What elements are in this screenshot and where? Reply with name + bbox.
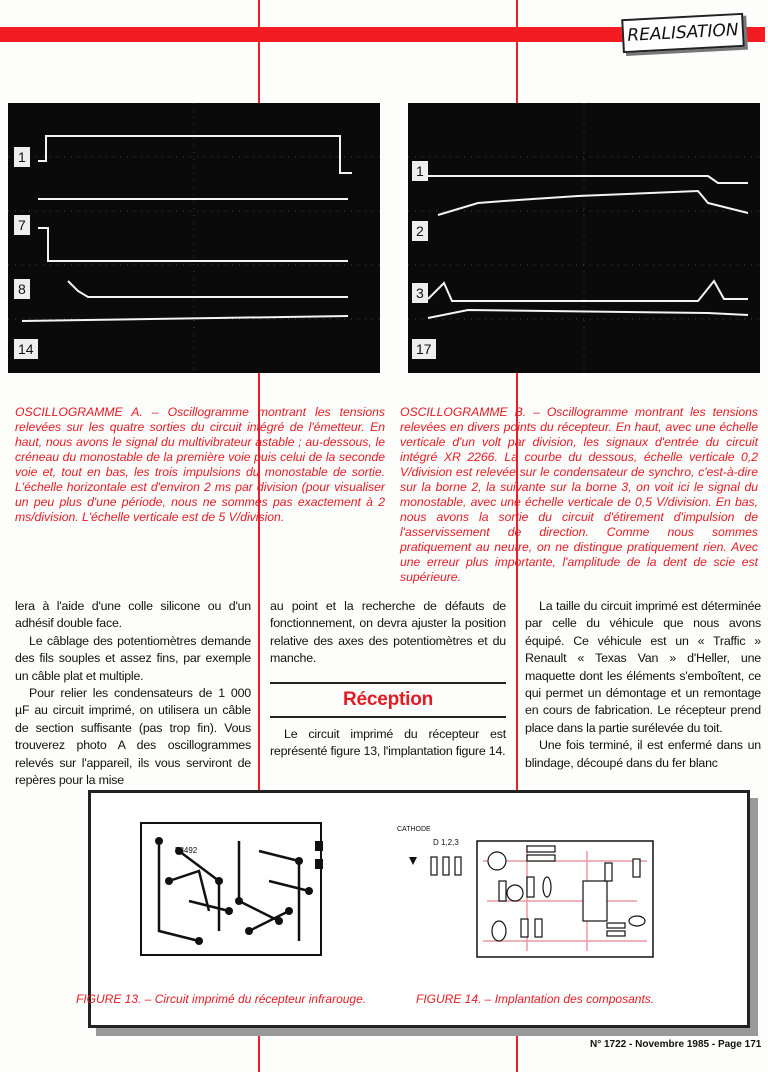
channel-label: 1 bbox=[14, 147, 30, 167]
channel-label: 1 bbox=[412, 161, 428, 181]
trace-7b bbox=[38, 228, 348, 261]
figure-13-caption: FIGURE 13. – Circuit imprimé du récepteur infrarouge. bbox=[76, 992, 367, 1006]
oscillogram-b-caption: OSCILLOGRAMME B. – Oscillogramme montrant les tensions relevées en divers points du récepteur. En haut, avec une échelle verticale d'un volt par division, les signaux d'entrée du circuit intégré XR 2266. La courbe du dessous, échelle verticale 0,2 V/division est relevée sur le condensateur de synchro, c'est-à-dire sur la borne 2, la suivante sur la borne 3, on voit ici le signal du monostable, avec une échelle verticale de 0,5 V/division. En bas, nous avons la sortie du circuit d'étirement d'impulsion de l'asservissement de direction. Comme nous sommes pratiquement au neutre, on ne distingue pratiquement rien. Avec une erreur plus importante, l'amplitude de la dent de scie est supérieure. bbox=[400, 405, 758, 584]
figure-13-pcb bbox=[139, 821, 325, 959]
figure-14-caption: FIGURE 14. – Implantation des composants. bbox=[416, 992, 655, 1006]
oscillogram-b-photo bbox=[408, 103, 760, 373]
rubric-label: REALISATION bbox=[621, 13, 745, 53]
section-heading: Réception bbox=[270, 682, 506, 718]
paragraph: Le câblage des potentiomètres demande des fils souples et assez fins, par exemple un câble plat et multiple. bbox=[15, 633, 251, 683]
channel-label: 2 bbox=[412, 221, 428, 241]
paragraph: Une fois terminé, il est enfermé dans un blindage, découpé dans du fer blanc bbox=[525, 738, 761, 770]
paragraph: lera à l'aide d'une colle silicone ou d'un adhésif double face. bbox=[15, 599, 251, 631]
body-column-2 bbox=[270, 598, 506, 760]
board-label: 58492 bbox=[175, 846, 198, 855]
trace-8 bbox=[68, 281, 348, 297]
channel-label: 8 bbox=[14, 279, 30, 299]
body-column-3 bbox=[525, 598, 761, 772]
oscillogram-a-traces bbox=[8, 103, 380, 373]
paragraph: au point et la recherche de défauts de fonctionnement, on devra ajuster la position relative des axes des potentiomètres et du manche. bbox=[270, 599, 506, 666]
trace-1 bbox=[428, 176, 748, 183]
cathode-label: CATHODE bbox=[397, 826, 431, 833]
diodes-label: D 1,2,3 bbox=[433, 838, 459, 847]
trace-2 bbox=[438, 191, 748, 215]
oscillogram-a-caption: OSCILLOGRAMME A. – Oscillogramme montrant les tensions relevées sur les quatre sorties du circuit intégré de l'émetteur. En haut, nous avons le signal du multivibrateur astable ; au-dessous, le créneau du monostable de la première voie puis celui de la seconde voie et, tout en bas, les trois impulsions du monostable de sortie. L'échelle horizontale est d'environ 2 ms par division (pour visualiser un peu plus d'une période, nous ne sommes pas exactement à 2 ms/division. L'échelle verticale est de 5 V/division. bbox=[15, 405, 385, 524]
paragraph: Le circuit imprimé du récepteur est représenté figure 13, l'implantation figure 14. bbox=[270, 726, 506, 759]
body-column-1 bbox=[15, 598, 251, 789]
trace-14 bbox=[22, 316, 348, 321]
page-footer: N° 1722 - Novembre 1985 - Page 171 bbox=[590, 1039, 762, 1050]
channel-label: 7 bbox=[14, 215, 30, 235]
oscillogram-b-traces bbox=[408, 103, 760, 373]
channel-label: 3 bbox=[412, 283, 428, 303]
trace-1 bbox=[38, 136, 352, 173]
channel-label: 17 bbox=[412, 339, 436, 359]
oscillogram-a-photo bbox=[8, 103, 380, 373]
channel-label: 14 bbox=[14, 339, 38, 359]
trace-3 bbox=[428, 281, 748, 301]
paragraph: Pour relier les condensateurs de 1 000 µF au circuit imprimé, on utilisera un câble de section suffisante (pas trop fin). Vous trouverez photo A des oscillogrammes relevés sur l'appareil, ils vous serviront de repères pour la mise bbox=[15, 686, 251, 788]
paragraph: La taille du circuit imprimé est déterminée par celle du véhicule que nous avons équipé. Ce véhicule est un « Traffic » Renault « Texas Van » d'Heller, une maquette dont les éléments s'emboîtent, ce qui permet un démontage et un remontage en cours de fabrication. Le récepteur prend place dans la partie surélevée du toit. bbox=[525, 599, 761, 735]
trace-17 bbox=[428, 310, 748, 318]
figure-14-component-layout bbox=[387, 801, 667, 961]
